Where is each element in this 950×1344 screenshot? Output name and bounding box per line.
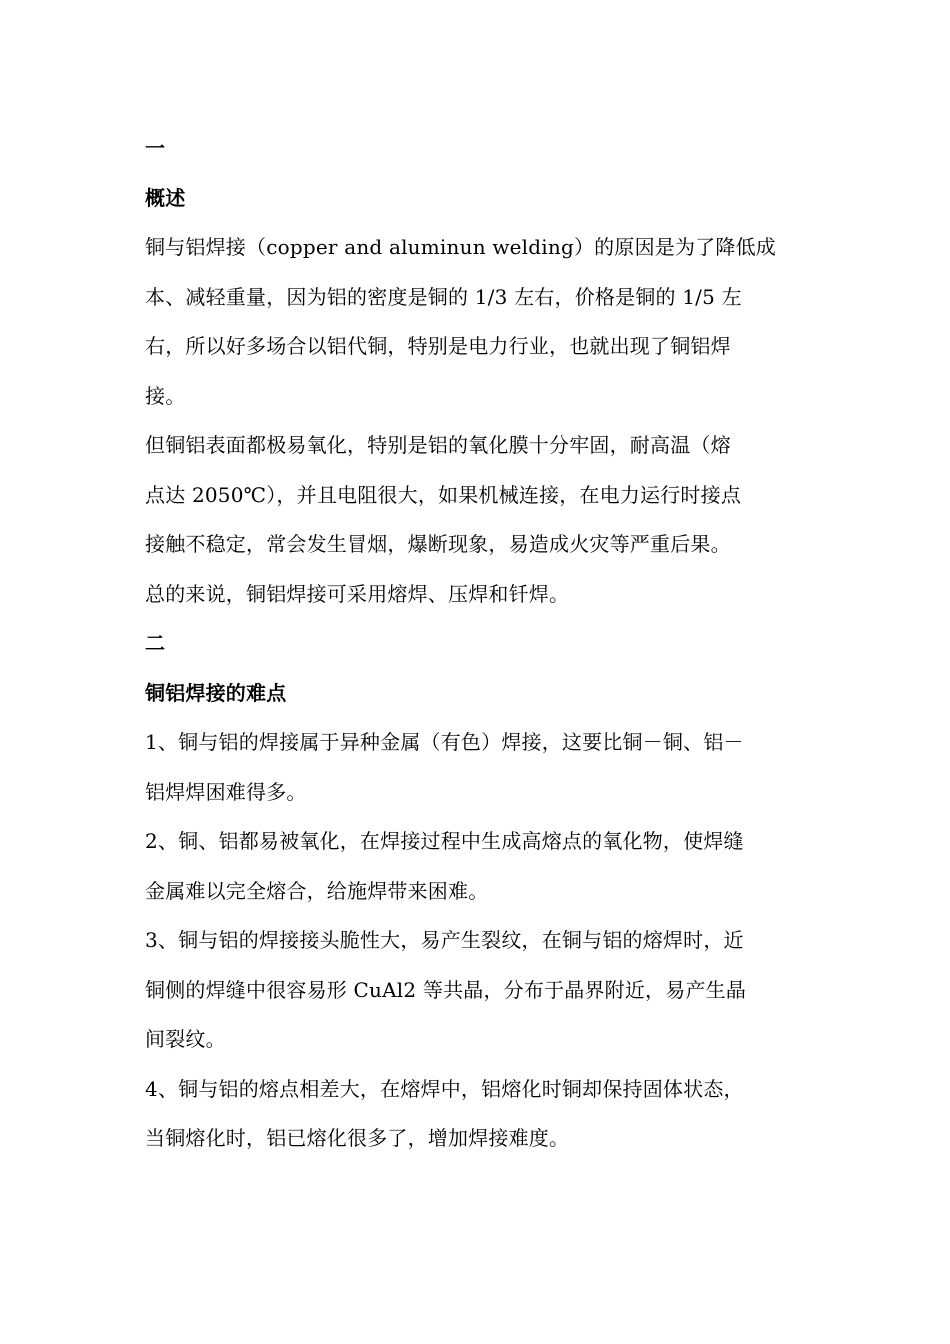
list-item-line: 金属难以完全熔合，给施焊带来困难。	[145, 878, 489, 903]
list-item-line: 2、铜、铝都易被氧化，在焊接过程中生成高熔点的氧化物，使焊缝	[145, 829, 744, 853]
paragraph-summary	[145, 570, 810, 620]
list-item-line: 铝焊焊困难得多。	[145, 779, 307, 804]
paragraph-line: 点达 2050℃），并且电阻很大，如果机械连接，在电力运行时接点	[145, 482, 742, 507]
list-item-line: 当铜熔化时，铝已熔化很多了，增加焊接难度。	[145, 1126, 570, 1150]
paragraph-oxidation	[145, 421, 810, 570]
paragraph-line: 铜与铝焊接（copper and aluminun welding）的原因是为了降低成	[145, 235, 776, 259]
list-item-3	[145, 916, 810, 1065]
paragraph-intro	[145, 223, 810, 421]
list-item-line: 1、铜与铝的焊接属于异种金属（有色）焊接，这要比铜－铜、铝－	[145, 730, 744, 754]
list-item-line: 铜侧的焊缝中很容易形 CuAl2 等共晶，分布于晶界附近，易产生晶	[145, 977, 747, 1002]
section-title-difficulties: 铜铝焊接的难点	[145, 680, 287, 705]
section-title-overview: 概述	[145, 185, 186, 210]
paragraph-line: 但铜铝表面都极易氧化，特别是铝的氧化膜十分牢固，耐高温（熔	[145, 433, 731, 457]
paragraph-line: 接触不稳定，常会发生冒烟，爆断现象，易造成火灾等严重后果。	[145, 532, 731, 556]
section-number-1: 一	[145, 136, 166, 160]
section-number-2: 二	[145, 631, 166, 655]
list-item-1	[145, 718, 810, 817]
paragraph-line: 右，所以好多场合以铝代铜，特别是电力行业，也就出现了铜铝焊	[145, 334, 731, 358]
list-item-line: 3、铜与铝的焊接接头脆性大，易产生裂纹，在铜与铝的熔焊时，近	[145, 928, 744, 952]
list-item-4	[145, 1065, 810, 1164]
list-item-line: 4、铜与铝的熔点相差大，在熔焊中，铝熔化时铜却保持固体状态，	[145, 1076, 744, 1101]
paragraph-line: 总的来说，铜铝焊接可采用熔焊、压焊和钎焊。	[145, 581, 570, 606]
document-page	[145, 124, 810, 1164]
paragraph-line: 本、减轻重量，因为铝的密度是铜的 1/3 左右，价格是铜的 1/5 左	[145, 284, 742, 309]
paragraph-line: 接。	[145, 383, 186, 408]
list-item-2	[145, 817, 810, 916]
list-item-line: 间裂纹。	[145, 1027, 226, 1051]
